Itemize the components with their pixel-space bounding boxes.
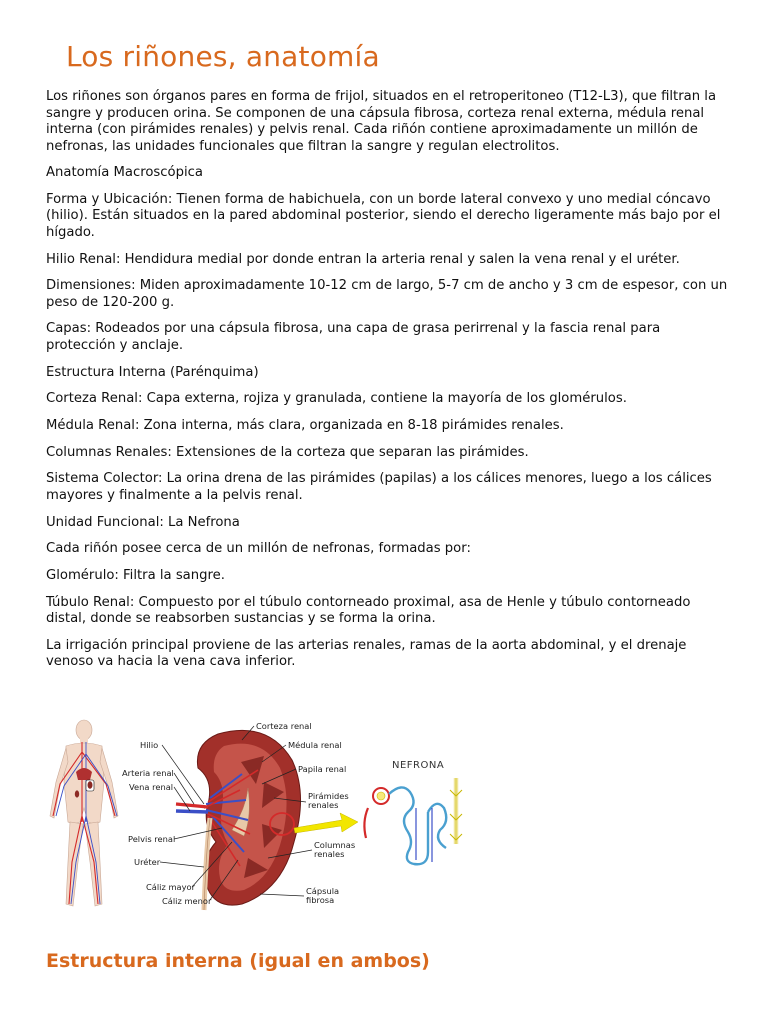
- label-piramides-renales-line1: Pirámides: [308, 791, 349, 801]
- label-hilio: Hilio: [140, 740, 159, 750]
- label-caliz-mayor: Cáliz mayor: [146, 882, 196, 892]
- label-papila-renal: Papila renal: [298, 764, 347, 774]
- label-arteria-renal: Arteria renal: [122, 768, 174, 778]
- section-heading-macroscopic: Anatomía Macroscópica: [46, 165, 203, 181]
- section-subtitle: Estructura interna (igual en ambos): [46, 950, 430, 972]
- label-caliz-menor: Cáliz menor: [162, 896, 212, 906]
- paragraph-layers: Capas: Rodeados por una cápsula fibrosa, una capa de grasa perirrenal y la fascia renal para protección y anclaje.: [46, 321, 661, 353]
- page-title: Los riñones, anatomía: [66, 40, 380, 73]
- label-pelvis-renal: Pelvis renal: [128, 834, 176, 844]
- paragraph-collecting-system: Sistema Colector: La orina drena de las pirámides (papilas) a los cálices menores, luego a los cálices mayores y finalmente a la pelvis renal.: [46, 471, 712, 503]
- paragraph-shape-location: Forma y Ubicación: Tienen forma de habichuela, con un borde lateral convexo y uno medial cóncavo (hilio). Están situados en la pared abdominal posterior, siendo el derecho ligeramente más bajo por el hígado.: [46, 191, 721, 240]
- nefrona-label: NEFRONA: [392, 760, 445, 771]
- paragraph-nephron-count: Cada riñón posee cerca de un millón de nefronas, formadas por:: [46, 541, 471, 557]
- section-heading-internal: Estructura Interna (Parénquima): [46, 364, 259, 380]
- paragraph-glomerulus: Glomérulo: Filtra la sangre.: [46, 567, 225, 583]
- intro-paragraph: Los riñones son órganos pares en forma de frijol, situados en el retroperitoneo (T12-L3), que filtran la sangre y producen orina. Se componen de una cápsula fibrosa, corteza renal externa, médula renal interna (con pirámides renales) y pelvis renal. Cada riñón contiene aproximadamente un millón de nefronas, las unidades funcionales que filtran la sangre y regulan electrolitos.: [46, 89, 717, 154]
- label-capsula-fibrosa-line2: fibrosa: [306, 895, 335, 905]
- label-piramides-renales-line2: renales: [308, 800, 339, 810]
- label-ureter: Uréter: [134, 857, 161, 867]
- document-body: [46, 89, 730, 681]
- kidney-anatomy-illustration: [36, 712, 476, 917]
- section-heading-nephron: Unidad Funcional: La Nefrona: [46, 514, 240, 530]
- paragraph-medulla: Médula Renal: Zona interna, más clara, organizada en 8-18 pirámides renales.: [46, 418, 564, 433]
- label-medula-renal: Médula renal: [288, 740, 342, 750]
- label-columnas-renales-line1: Columnas: [314, 840, 356, 850]
- paragraph-columns: Columnas Renales: Extensiones de la corteza que separan las pirámides.: [46, 444, 529, 460]
- paragraph-hilum: Hilio Renal: Hendidura medial por donde entran la arteria renal y salen la vena renal y el uréter.: [46, 251, 680, 267]
- nephron-diagram: [364, 760, 462, 864]
- human-body-figure: [50, 720, 118, 906]
- paragraph-cortex: Corteza Renal: Capa externa, rojiza y granulada, contiene la mayoría de los glomérulos.: [46, 391, 627, 407]
- connection-arrow: [294, 813, 358, 833]
- label-corteza-renal: Corteza renal: [256, 721, 312, 731]
- paragraph-tubule: Túbulo Renal: Compuesto por el túbulo contorneado proximal, asa de Henle y túbulo contorneado distal, donde se reabsorben sustancias y se forma la orina.: [46, 594, 691, 627]
- paragraph-irrigation: La irrigación principal proviene de las arterias renales, ramas de la aorta abdominal, y el drenaje venoso va hacia la vena cava inferior.: [46, 637, 687, 670]
- label-vena-renal: Vena renal: [129, 782, 174, 792]
- label-columnas-renales-line2: renales: [314, 849, 345, 859]
- label-capsula-fibrosa-line1: Cápsula: [306, 886, 340, 896]
- paragraph-dimensions: Dimensiones: Miden aproximadamente 10-12 cm de largo, 5-7 cm de ancho y 3 cm de espesor, con un peso de 120-200 g.: [46, 278, 728, 310]
